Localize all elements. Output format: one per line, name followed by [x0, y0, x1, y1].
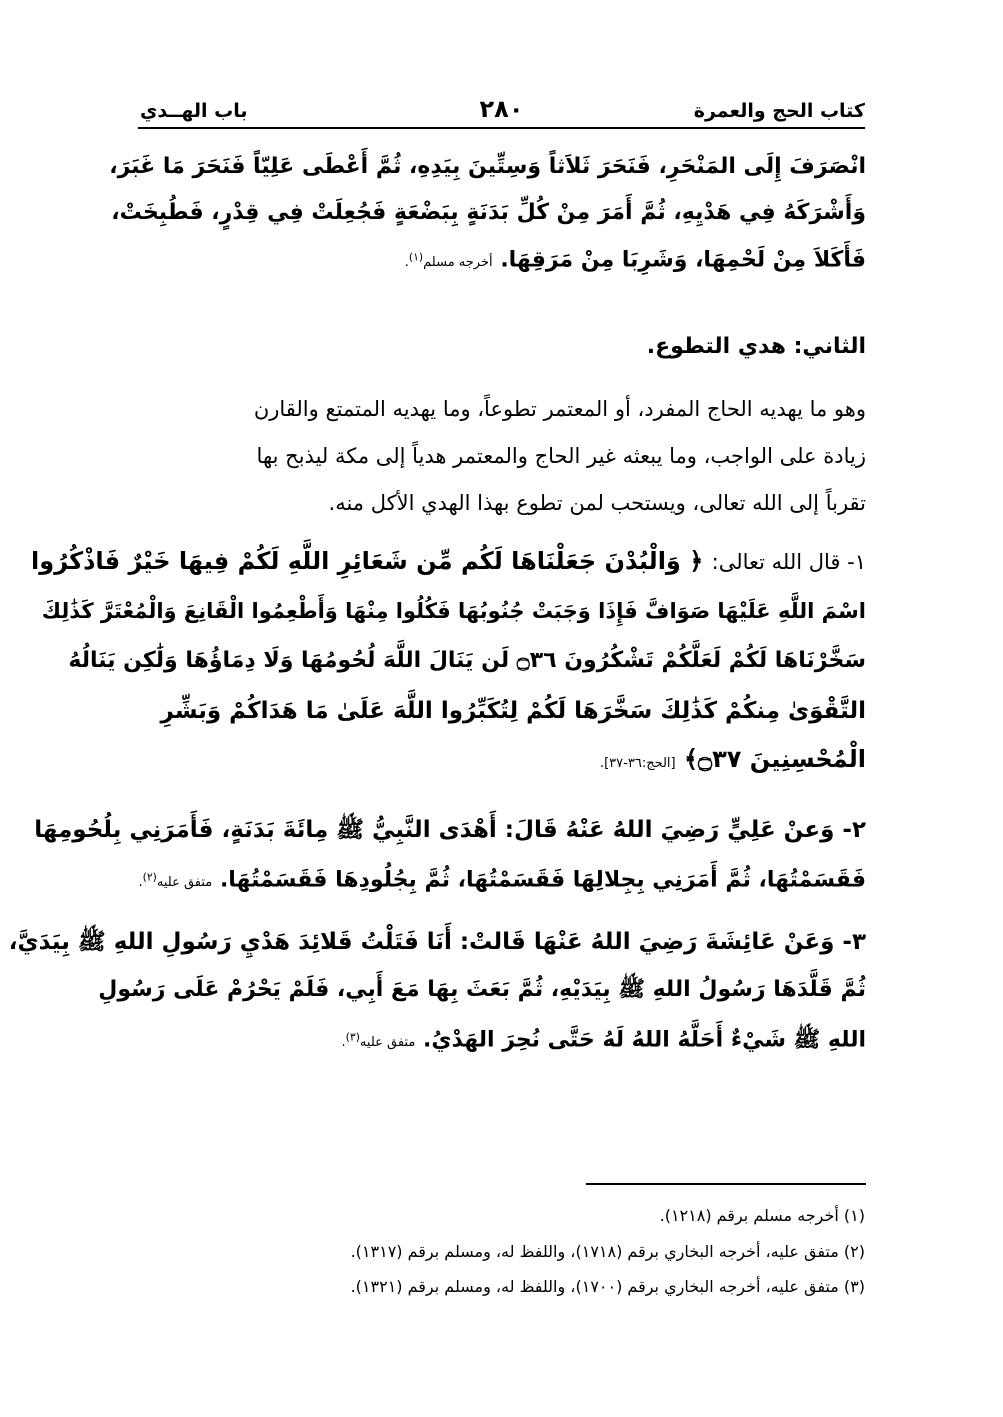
item2-source: متفق عليه$^{(٢)}$.: [138, 871, 213, 891]
footnote: (١) أخرجه مسلم برقم (١٢١٨).: [659, 1206, 865, 1225]
item2-text: فَقَسَمْتُهَا، ثُمَّ أَمَرَنِي بِجِلالِهَا فَقَسَمْتُهَا، ثُمَّ بِجُلُودِهَا فَقَسَمْتُهَا.: [219, 867, 866, 893]
intro-hadith-source: أخرجه مسلم$^{(١)}$.: [404, 251, 493, 271]
footnote: (٣) متفق عليه، أخرجه البخاري برقم (١٧٠٠)، واللفظ له، ومسلم برقم (١٣٢١).: [350, 1277, 865, 1296]
quran-verse-line: التَّقْوَىٰ مِنكُمْ كَذَٰلِكَ سَخَّرَهَا لَكُمْ لِتُكَبِّرُوا اللَّهَ عَلَىٰ مَا هَدَاكُمْ وَبَشِّرِ: [160, 698, 866, 724]
quran-verse-line: اسْمَ اللَّهِ عَلَيْهَا صَوَافَّ فَإِذَا وَجَبَتْ جُنُوبُهَا فَكُلُوا مِنْهَا وَأَطْعِمُوا الْقَانِعَ وَالْمُعْتَرَّ كَذَٰلِكَ: [41, 599, 866, 623]
quran-verse-line: سَخَّرْنَاهَا لَكُمْ لَعَلَّكُمْ تَشْكُرُونَ ۝٣٦ لَن يَنَالَ اللَّهَ لُحُومُهَا وَلَا دِمَاؤُهَا وَلَٰكِن يَنَالُهُ: [68, 648, 866, 673]
footnote-ref: (٢): [142, 871, 157, 884]
footnote: (٢) متفق عليه، أخرجه البخاري برقم (١٧١٨)، واللفظ له، ومسلم برقم (١٣١٧).: [350, 1242, 865, 1261]
description-line: وهو ما يهديه الحاج المفرد، أو المعتمر تطوعاً، وما يهديه المتمتع والقارن: [253, 397, 866, 421]
description-line: زيادة على الواجب، وما يبعثه غير الحاج والمعتمر هدياً إلى مكة ليذبح بها: [256, 444, 866, 468]
item3-line: ثُمَّ قَلَّدَهَا رَسُولُ اللهِ ﷺ بِيَدَيْهِ، ثُمَّ بَعَثَ بِهَا مَعَ أَبِي، فَلَمْ يَحْرُمْ عَلَى رَسُولِ: [98, 977, 866, 1002]
page-number: ٢٨٠: [479, 95, 524, 123]
item1-lead: ١- قال الله تعالى:: [711, 550, 866, 574]
footnote-ref: (٣): [345, 1031, 360, 1044]
item2-line: [138, 856, 866, 905]
item3-line: ٣- وَعَنْ عَائِشَةَ رَضِيَ اللهُ عَنْهَا قَالتْ: أَنَا فَتَلْتُ قَلائِدَ هَدْيِ رَسُولِ اللهِ ﷺ بِيَدَيَّ،: [8, 929, 866, 955]
quran-verse-line: [138, 736, 866, 787]
description-line: تقرباً إلى الله تعالى، ويستحب لمن تطوع بهذا الهدي الأكل منه.: [328, 491, 866, 515]
quran-verse-text: ﴿ وَالْبُدْنَ جَعَلْنَاهَا لَكُم مِّن شَعَائِرِ اللَّهِ لَكُمْ فِيهَا خَيْرٌ فَاذْكُرُوا: [31, 547, 704, 575]
intro-hadith-text: فَأَكَلاَ مِنْ لَحْمِهَا، وَشَرِبَا مِنْ مَرَقِهَا.: [500, 247, 866, 273]
item3-text: اللهِ ﷺ شَيْءٌ أَحَلَّهُ اللهُ لَهُ حَتَّى نُحِرَ الهَدْيُ.: [422, 1027, 866, 1053]
quran-verse-line: [31, 538, 866, 585]
intro-hadith-line: انْصَرَفَ إِلَى المَنْحَرِ، فَنَحَرَ ثَلاَثاً وَسِتِّينَ بِيَدِهِ، ثُمَّ أَعْطَى عَلِيّاً فَنَحَرَ مَا غَبَرَ،: [109, 154, 866, 179]
quran-citation: [الحج:٣٦-٣٧].: [599, 756, 676, 771]
chapter-title: باب الهــدي: [140, 100, 248, 122]
item3-source: متفق عليه$^{(٣)}$.: [341, 1031, 416, 1051]
section-heading: الثاني: هدي التطوع.: [646, 334, 866, 359]
item2-line: ٢- وَعنْ عَلِيٍّ رَضِيَ اللهُ عَنْهُ قَالَ: أَهْدَى النَّبِيُّ ﷺ مِائَةَ بَدَنَةٍ، فَأَمَرَنِي بِلُحُومِهَا: [34, 817, 866, 843]
intro-hadith-line: [138, 236, 866, 285]
intro-hadith-line: وَأَشْرَكَهُ فِي هَدْيِهِ، ثُمَّ أَمَرَ مِنْ كُلِّ بَدَنَةٍ بِبَضْعَةٍ فَجُعِلَتْ فِي قِدْرٍ، فَطُبِخَتْ،: [111, 200, 866, 225]
book-title: كتاب الحج والعمرة: [693, 100, 865, 122]
quran-verse-end: الْمُحْسِنِينَ ۝٣٧﴾: [683, 745, 866, 773]
footnote-ref: (١): [408, 251, 424, 264]
footnote-rule: [586, 1183, 866, 1185]
item3-line: [138, 1016, 866, 1065]
